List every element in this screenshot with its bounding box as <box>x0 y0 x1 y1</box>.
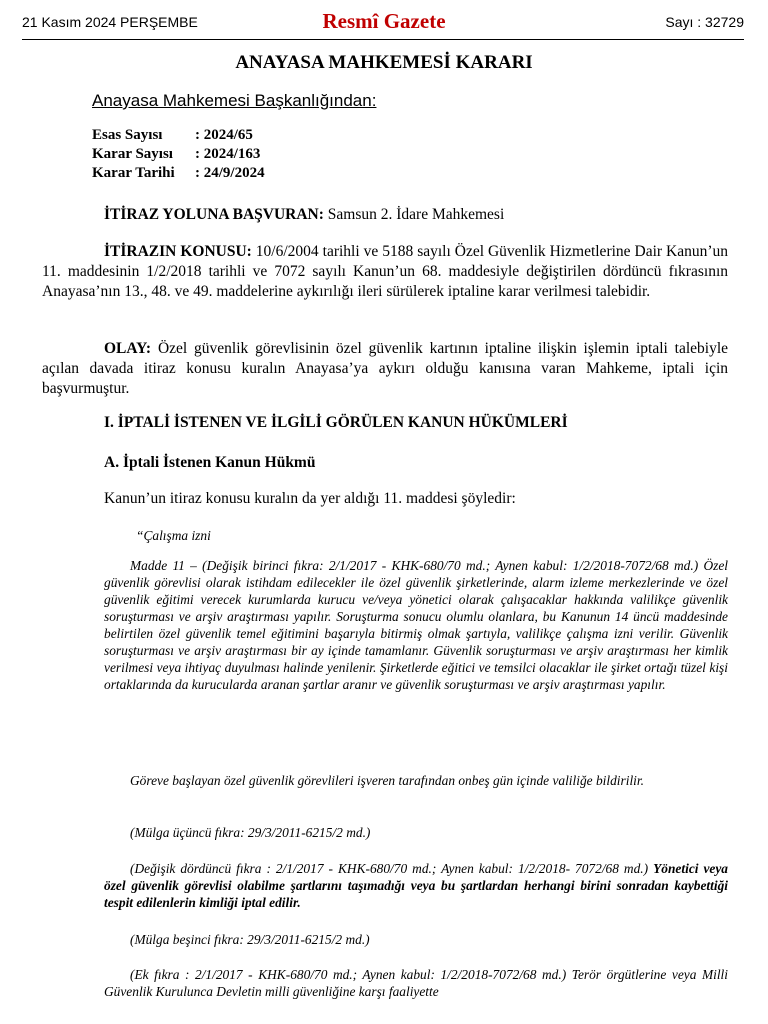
decision-title: ANAYASA MAHKEMESİ KARARI <box>235 52 533 73</box>
quote-paragraph-2: Göreve başlayan özel güvenlik görevlileri işveren tarafından onbeş gün içinde valiliğe bildirilir. <box>130 773 644 788</box>
quote-paragraph-1: Madde 11 – (Değişik birinci fıkra: 2/1/2017 - KHK-680/70 md.; Aynen kabul: 1/2/2018-7072/68 md.) Özel güvenlik görevlisi olarak istihdam edilecekler ile özel güvenlik şirketlerinde, alarm izleme merkezlerinde ve özel güvenlik eğitimi verecek kurumlarda kurucu ve/veya yönetici olarak çalışacaklar hakkında valilikçe güvenlik soruşturması ve arşiv araştırması yapılır. Soruşturma sonucu olumlu olanlara, bu Kanunun 14 üncü maddesinde belirtilen özel güvenlik temel eğitimini başarıyla bitirmiş olmak şartıyla, valilikçe çalışma izni verilir. Güvenlik soruşturması ve arşiv araştırması bir ay içinde tamamlanır. Güvenlik soruşturması ve arşiv araştırması her kimlik verilmesi veya ihtiyaç duyulması halinde yenilenir. Şirketlerde eğitici ve temsilci olacaklar ile şirket ortağı tüzel kişi ortaklarında da kurucularda aranan şartlar aranır ve güvenlik soruşturması ve arşiv araştırması yapılır. <box>104 558 728 692</box>
intro-paragraph: Kanun’un itiraz konusu kuralın da yer aldığı 11. maddesi şöyledir: <box>104 490 516 507</box>
event-text: Özel güvenlik görevlisinin özel güvenlik kartının iptaline ilişkin işlemin iptali talebiyle açılan davada itiraz konusu kuralın Anayasa’ya aykırı olduğu kanısına varan Mahkeme, iptali için başvurmuştur. <box>42 340 729 397</box>
quote-paragraph-3: (Mülga üçüncü fıkra: 29/3/2011-6215/2 md.) <box>130 825 371 840</box>
section-heading: I. İPTALİ İSTENEN VE İLGİLİ GÖRÜLEN KANUN HÜKÜMLERİ <box>104 414 568 431</box>
meta-label: Esas Sayısı <box>92 127 163 143</box>
case-meta <box>92 126 265 183</box>
applicant-value: Samsun 2. İdare Mahkemesi <box>327 206 505 223</box>
meta-row-decision-date <box>92 164 265 183</box>
header-rule <box>22 39 744 40</box>
issue-number: Sayı : 32729 <box>665 14 744 30</box>
quote-4-bold: Yönetici veya özel güvenlik görevlisi olabilme şartlarını taşımadığı veya bu şartlardan herhangi birini sonradan kaybettiği tespit edilenlerin kimliği iptal edilir. <box>104 861 728 910</box>
meta-label: Karar Tarihi <box>92 165 175 181</box>
event-label: OLAY: <box>104 340 152 357</box>
quote-4-head: (Değişik dördüncü fıkra : 2/1/2017 - KHK-680/70 md.; Aynen kabul: 1/2/2018- 7072/68 md.) <box>130 861 649 876</box>
meta-value: : 2024/163 <box>195 146 261 162</box>
authority-line: Anayasa Mahkemesi Başkanlığından: <box>92 91 377 110</box>
applicant-label: İTİRAZ YOLUNA BAŞVURAN: <box>104 206 324 223</box>
subject-paragraph <box>42 242 728 302</box>
meta-value: : 24/9/2024 <box>195 165 265 181</box>
meta-row-docket <box>92 126 265 145</box>
subject-label: İTİRAZIN KONUSU: <box>104 243 252 260</box>
event-paragraph <box>42 339 728 399</box>
meta-row-decision-no <box>92 145 265 164</box>
meta-label: Karar Sayısı <box>92 146 173 162</box>
subsection-heading: A. İptali İstenen Kanun Hükmü <box>104 454 316 471</box>
gazette-title: Resmî Gazete <box>322 9 446 33</box>
quote-title: “Çalışma izni <box>136 528 211 543</box>
quote-paragraph-6: (Ek fıkra : 2/1/2017 - KHK-680/70 md.; Aynen kabul: 1/2/2018-7072/68 md.) Terör örgütlerine veya Milli Güvenlik Kurulunca Devletin milli güvenliğine karşı faaliyette <box>104 967 728 999</box>
subject-text: 10/6/2004 tarihli ve 5188 sayılı Özel Güvenlik Hizmetlerine Dair Kanun’un 11. maddesinin 1/2/2018 tarihli ve 7072 sayılı Kanun’un 68. maddesiyle değiştirilen dördüncü fıkrasının Anayasa’nın 13., 48. ve 49. maddelerine aykırılığı ileri sürülerek iptaline karar verilmesi talebidir. <box>42 243 729 300</box>
meta-value: : 2024/65 <box>195 127 253 143</box>
issue-date: 21 Kasım 2024 PERŞEMBE <box>22 14 198 30</box>
applicant-paragraph <box>42 205 728 225</box>
quote-paragraph-4 <box>104 860 728 911</box>
quote-paragraph-5: (Mülga beşinci fıkra: 29/3/2011-6215/2 md.) <box>130 932 370 947</box>
